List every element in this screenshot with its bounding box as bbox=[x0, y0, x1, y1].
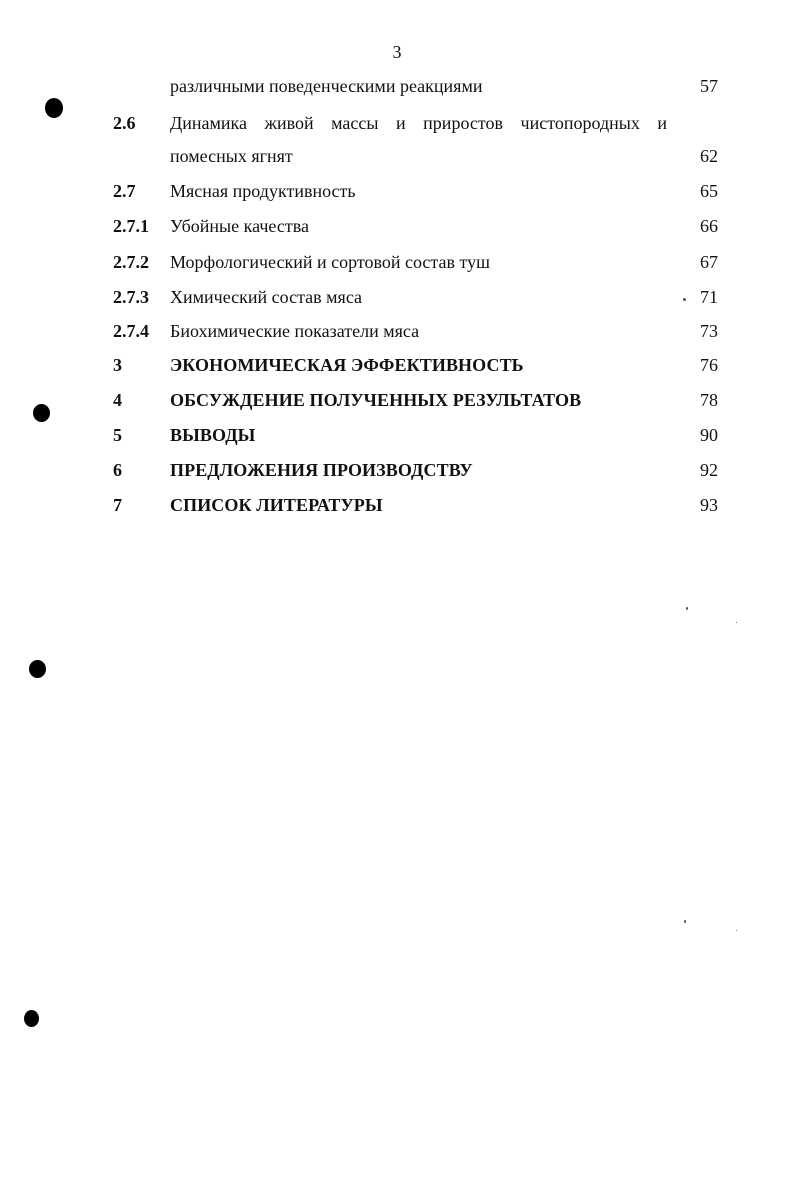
toc-section-number: 2.7.4 bbox=[113, 321, 149, 341]
toc-section-number: 2.7.1 bbox=[113, 216, 149, 236]
toc-section-number: 6 bbox=[113, 460, 122, 480]
toc-row bbox=[0, 316, 794, 346]
toc-title: СПИСОК ЛИТЕРАТУРЫ bbox=[170, 495, 383, 515]
scan-speck bbox=[736, 622, 737, 623]
toc-page-number: 71 bbox=[700, 287, 718, 307]
toc-page-number: 62 bbox=[700, 146, 718, 166]
toc-title: различными поведенческими реакциями bbox=[170, 76, 483, 96]
scan-speck bbox=[686, 607, 688, 610]
toc-page-number: 57 bbox=[700, 76, 718, 96]
toc-title: ВЫВОДЫ bbox=[170, 425, 256, 445]
toc-row bbox=[0, 71, 794, 101]
toc-page-number: 93 bbox=[700, 495, 718, 515]
toc-page-number: 92 bbox=[700, 460, 718, 480]
toc-title: помесных ягнят bbox=[170, 146, 293, 166]
toc-section-number: 3 bbox=[113, 355, 122, 375]
toc-page-number: 76 bbox=[700, 355, 718, 375]
toc-section-number: 2.7 bbox=[113, 181, 136, 201]
toc-title: Убойные качества bbox=[170, 216, 309, 236]
toc-row bbox=[0, 282, 794, 312]
toc-row bbox=[0, 385, 794, 415]
toc-title: ПРЕДЛОЖЕНИЯ ПРОИЗВОДСТВУ bbox=[170, 460, 473, 480]
toc-title: ОБСУЖДЕНИЕ ПОЛУЧЕННЫХ РЕЗУЛЬТАТОВ bbox=[170, 390, 582, 410]
toc-section-number: 5 bbox=[113, 425, 122, 445]
page-number: 3 bbox=[392, 42, 402, 62]
toc-row bbox=[0, 247, 794, 277]
toc-page-number: 73 bbox=[700, 321, 718, 341]
toc-section-number: 2.7.2 bbox=[113, 252, 149, 272]
punch-hole-mark bbox=[45, 98, 63, 118]
toc-title: Морфологический и сортовой состав туш bbox=[170, 252, 490, 272]
toc-section-number: 2.7.3 bbox=[113, 287, 149, 307]
toc-page-number: 78 bbox=[700, 390, 718, 410]
toc-page-number: 90 bbox=[700, 425, 718, 445]
toc-page-number: 65 bbox=[700, 181, 718, 201]
toc-section-number: 2.6 bbox=[113, 113, 136, 133]
toc-page-number: 67 bbox=[700, 252, 718, 272]
punch-hole-mark bbox=[24, 1010, 39, 1027]
scan-speck bbox=[684, 920, 686, 923]
toc-title: Мясная продуктивность bbox=[170, 181, 356, 201]
toc-title: Химический состав мяса bbox=[170, 287, 363, 307]
scan-speck bbox=[736, 930, 737, 931]
toc-section-number: 4 bbox=[113, 390, 122, 410]
toc-row bbox=[0, 176, 794, 206]
toc-row bbox=[0, 141, 794, 171]
toc-section-number: 7 bbox=[113, 495, 122, 515]
toc-page-number: 66 bbox=[700, 216, 718, 236]
scan-speck bbox=[683, 298, 686, 301]
toc-row bbox=[0, 211, 794, 241]
toc-row bbox=[0, 490, 794, 520]
toc-title: ЭКОНОМИЧЕСКАЯ ЭФФЕКТИВНОСТЬ bbox=[170, 355, 524, 375]
punch-hole-mark bbox=[29, 660, 46, 678]
toc-row bbox=[0, 350, 794, 380]
toc-title: Динамика живой массы и приростов чистопородных и bbox=[170, 113, 667, 133]
toc-title: Биохимические показатели мяса bbox=[170, 321, 420, 341]
toc-row bbox=[0, 420, 794, 450]
punch-hole-mark bbox=[33, 404, 50, 422]
toc-row bbox=[0, 108, 794, 138]
toc-row bbox=[0, 455, 794, 485]
